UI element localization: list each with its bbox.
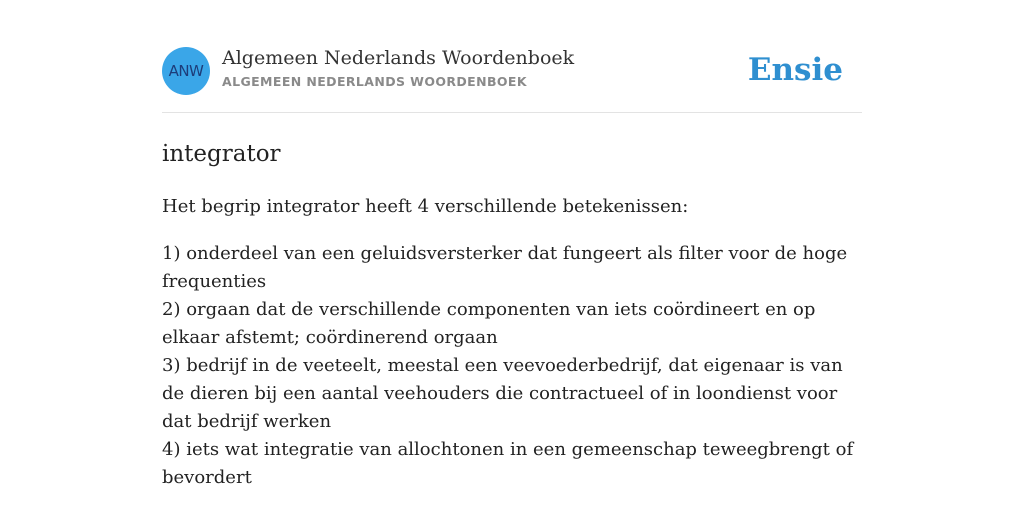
entry-term: integrator (162, 141, 281, 167)
meaning-item: 4) iets wat integratie van allochtonen in een gemeenschap teweegbrengt of bevordert (162, 439, 854, 488)
page (162, 0, 862, 492)
ensie-brand-logo[interactable]: Ensie (747, 52, 843, 88)
source-subtitle: ALGEMEEN NEDERLANDS WOORDENBOEK (222, 74, 527, 89)
logo-text: ANW (168, 62, 204, 80)
meanings-list (162, 240, 862, 492)
anw-logo[interactable] (162, 47, 210, 95)
entry-intro: Het begrip integrator heeft 4 verschillende betekenissen: (162, 196, 689, 217)
meaning-item: 2) orgaan dat de verschillende componenten van iets coördineert en op elkaar afstemt; coördinerend orgaan (162, 299, 816, 348)
source-title[interactable]: Algemeen Nederlands Woordenboek (222, 47, 575, 69)
meaning-item: 1) onderdeel van een geluidsversterker dat fungeert als filter voor de hoge frequenties (162, 243, 848, 292)
meaning-item: 3) bedrijf in de veeteelt, meestal een veevoederbedrijf, dat eigenaar is van de dieren bij een aantal veehouders die contractueel of in loondienst voor dat bedrijf werken (162, 355, 843, 432)
source-header (162, 0, 862, 113)
